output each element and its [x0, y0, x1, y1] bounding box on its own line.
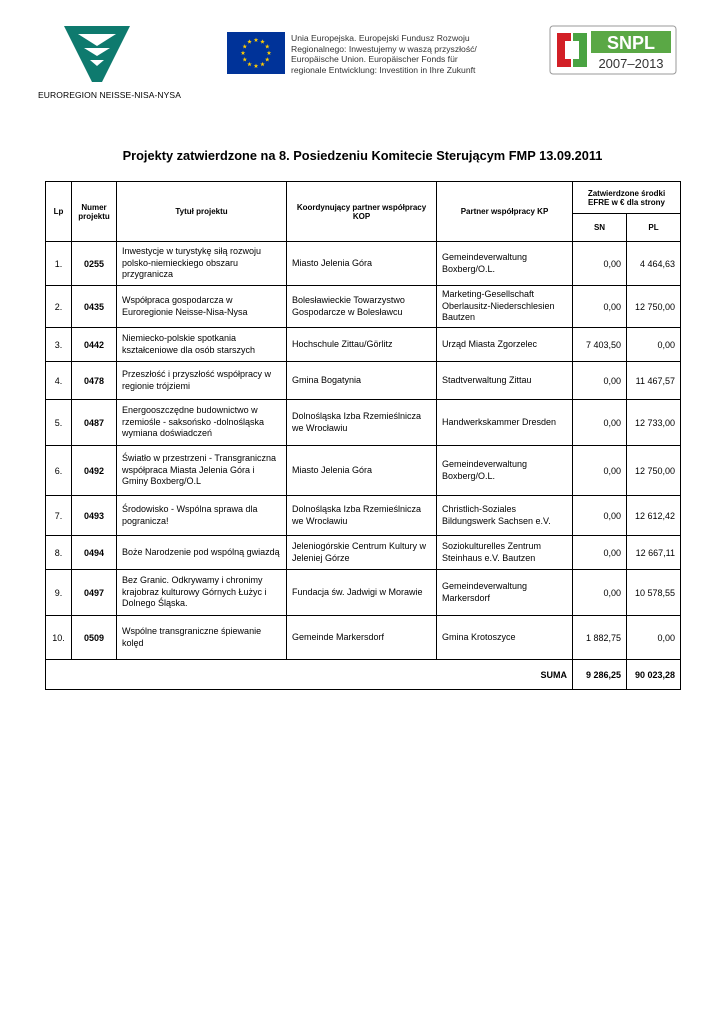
- table-row: [46, 400, 681, 446]
- row-sn: 1 882,75: [573, 616, 627, 660]
- row-pl: 0,00: [627, 616, 681, 660]
- euroregion-caption: EUROREGION NEISSE-NISA-NYSA: [38, 90, 181, 100]
- row-sn: 7 403,50: [573, 328, 627, 362]
- row-numer: 0494: [72, 536, 117, 570]
- sum-pl: 90 023,28: [627, 660, 681, 690]
- row-kop: Dolnośląska Izba Rzemieślnicza we Wrocławiu: [287, 496, 437, 536]
- row-lp: 8.: [46, 536, 72, 570]
- eu-text-line: Regionalnego: Inwestujemy w waszą przyszłość/: [291, 43, 477, 54]
- row-kp: Marketing-Gesellschaft Oberlausitz-Niederschlesien Bautzen: [437, 286, 573, 328]
- row-numer: 0442: [72, 328, 117, 362]
- row-sn: 0,00: [573, 286, 627, 328]
- row-sn: 0,00: [573, 400, 627, 446]
- row-kp: Handwerkskammer Dresden: [437, 400, 573, 446]
- row-sn: 0,00: [573, 496, 627, 536]
- row-kp: Gmina Krotoszyce: [437, 616, 573, 660]
- row-sn: 0,00: [573, 242, 627, 286]
- eu-text-line: regionale Entwicklung: Investition in Ihre Zukunft: [291, 64, 476, 75]
- row-pl: 12 750,00: [627, 286, 681, 328]
- row-pl: 12 612,42: [627, 496, 681, 536]
- row-kp: Urząd Miasta Zgorzelec: [437, 328, 573, 362]
- sum-label: SUMA: [46, 660, 573, 690]
- row-lp: 6.: [46, 446, 72, 496]
- snpl-label: SNPL: [606, 33, 656, 53]
- row-kop: Gmina Bogatynia: [287, 362, 437, 400]
- row-kop: Jeleniogórskie Centrum Kultury w Jeleniej Górze: [287, 536, 437, 570]
- page-title: Projekty zatwierdzone na 8. Posiedzeniu Komitecie Sterującym FMP 13.09.2011: [122, 148, 603, 163]
- snpl-years: 2007–2013: [598, 56, 664, 71]
- row-kp: Gemeindeverwaltung Boxberg/O.L.: [437, 446, 573, 496]
- row-kp: Soziokulturelles Zentrum Steinhaus e.V. Bautzen: [437, 536, 573, 570]
- table-row: [46, 616, 681, 660]
- row-numer: 0487: [72, 400, 117, 446]
- row-lp: 4.: [46, 362, 72, 400]
- eu-funding-text: [291, 33, 477, 75]
- row-lp: 1.: [46, 242, 72, 286]
- row-kop: Fundacja św. Jadwigi w Morawie: [287, 570, 437, 616]
- row-numer: 0255: [72, 242, 117, 286]
- row-lp: 5.: [46, 400, 72, 446]
- header-kop: Koordynujący partner współpracy KOP: [287, 182, 437, 242]
- row-pl: 0,00: [627, 328, 681, 362]
- table-row: [46, 496, 681, 536]
- row-lp: 9.: [46, 570, 72, 616]
- row-sn: 0,00: [573, 570, 627, 616]
- row-pl: 12 733,00: [627, 400, 681, 446]
- table-row: [46, 446, 681, 496]
- row-kop: Miasto Jelenia Góra: [287, 446, 437, 496]
- row-tytul: Bez Granic. Odkrywamy i chronimy krajobraz kulturowy Górnych Łużyc i Dolnego Śląska.: [117, 570, 287, 616]
- sum-row: [46, 660, 681, 690]
- row-sn: 0,00: [573, 362, 627, 400]
- row-tytul: Wspólne transgraniczne śpiewanie kolęd: [117, 616, 287, 660]
- row-pl: 4 464,63: [627, 242, 681, 286]
- row-tytul: Przeszłość i przyszłość współpracy w regionie trójziemi: [117, 362, 287, 400]
- row-kop: Hochschule Zittau/Görlitz: [287, 328, 437, 362]
- projects-table: [45, 181, 681, 690]
- table-row: [46, 242, 681, 286]
- header-numer: Numer projektu: [72, 182, 117, 242]
- row-lp: 10.: [46, 616, 72, 660]
- row-tytul: Środowisko - Wspólna sprawa dla pogranicza!: [117, 496, 287, 536]
- row-tytul: Boże Narodzenie pod wspólną gwiazdą: [117, 536, 287, 570]
- row-pl: 12 750,00: [627, 446, 681, 496]
- row-pl: 11 467,57: [627, 362, 681, 400]
- row-kop: Bolesławieckie Towarzystwo Gospodarcze w Bolesławcu: [287, 286, 437, 328]
- row-lp: 7.: [46, 496, 72, 536]
- row-numer: 0435: [72, 286, 117, 328]
- row-tytul: Energooszczędne budownictwo w rzemiośle - saksońsko -dolnośląska wymiana doświadczeń: [117, 400, 287, 446]
- row-tytul: Niemiecko-polskie spotkania kształceniowe dla osób starszych: [117, 328, 287, 362]
- header-tytul: Tytuł projektu: [117, 182, 287, 242]
- row-numer: 0493: [72, 496, 117, 536]
- eu-text-line: Unia Europejska. Europejski Fundusz Rozwoju: [291, 33, 470, 43]
- table-row: [46, 570, 681, 616]
- table-row: [46, 362, 681, 400]
- table-row: [46, 328, 681, 362]
- row-kp: Gemeindeverwaltung Boxberg/O.L.: [437, 242, 573, 286]
- sum-sn: 9 286,25: [573, 660, 627, 690]
- row-kop: Gemeinde Markersdorf: [287, 616, 437, 660]
- header-efre: Zatwierdzone środki EFRE w € dla strony: [573, 182, 681, 214]
- snpl-logo: [549, 25, 677, 75]
- header-pl: PL: [627, 214, 681, 242]
- row-sn: 0,00: [573, 446, 627, 496]
- row-kp: Gemeindeverwaltung Markersdorf: [437, 570, 573, 616]
- row-pl: 12 667,11: [627, 536, 681, 570]
- header-kp: Partner współpracy KP: [437, 182, 573, 242]
- row-tytul: Współpraca gospodarcza w Euroregionie Neisse-Nisa-Nysa: [117, 286, 287, 328]
- row-kop: Miasto Jelenia Góra: [287, 242, 437, 286]
- row-numer: 0497: [72, 570, 117, 616]
- row-numer: 0492: [72, 446, 117, 496]
- row-numer: 0509: [72, 616, 117, 660]
- row-tytul: Inwestycje w turystykę siłą rozwoju polsko-niemieckiego obszaru przygranicza: [117, 242, 287, 286]
- row-tytul: Światło w przestrzeni - Transgraniczna współpraca Miasta Jelenia Góra i Gminy Boxberg/O.L: [117, 446, 287, 496]
- table-row: [46, 286, 681, 328]
- row-kop: Dolnośląska Izba Rzemieślnicza we Wrocławiu: [287, 400, 437, 446]
- row-kp: Stadtverwaltung Zittau: [437, 362, 573, 400]
- row-sn: 0,00: [573, 536, 627, 570]
- header-lp: Lp: [46, 182, 72, 242]
- row-lp: 2.: [46, 286, 72, 328]
- table-row: [46, 536, 681, 570]
- eu-flag-icon: [227, 32, 285, 74]
- eu-text-line: Europäische Union. Europäischer Fonds für: [291, 54, 458, 65]
- header-sn: SN: [573, 214, 627, 242]
- row-lp: 3.: [46, 328, 72, 362]
- euroregion-logo: [64, 26, 130, 82]
- row-numer: 0478: [72, 362, 117, 400]
- row-pl: 10 578,55: [627, 570, 681, 616]
- row-kp: Christlich-Soziales Bildungswerk Sachsen e.V.: [437, 496, 573, 536]
